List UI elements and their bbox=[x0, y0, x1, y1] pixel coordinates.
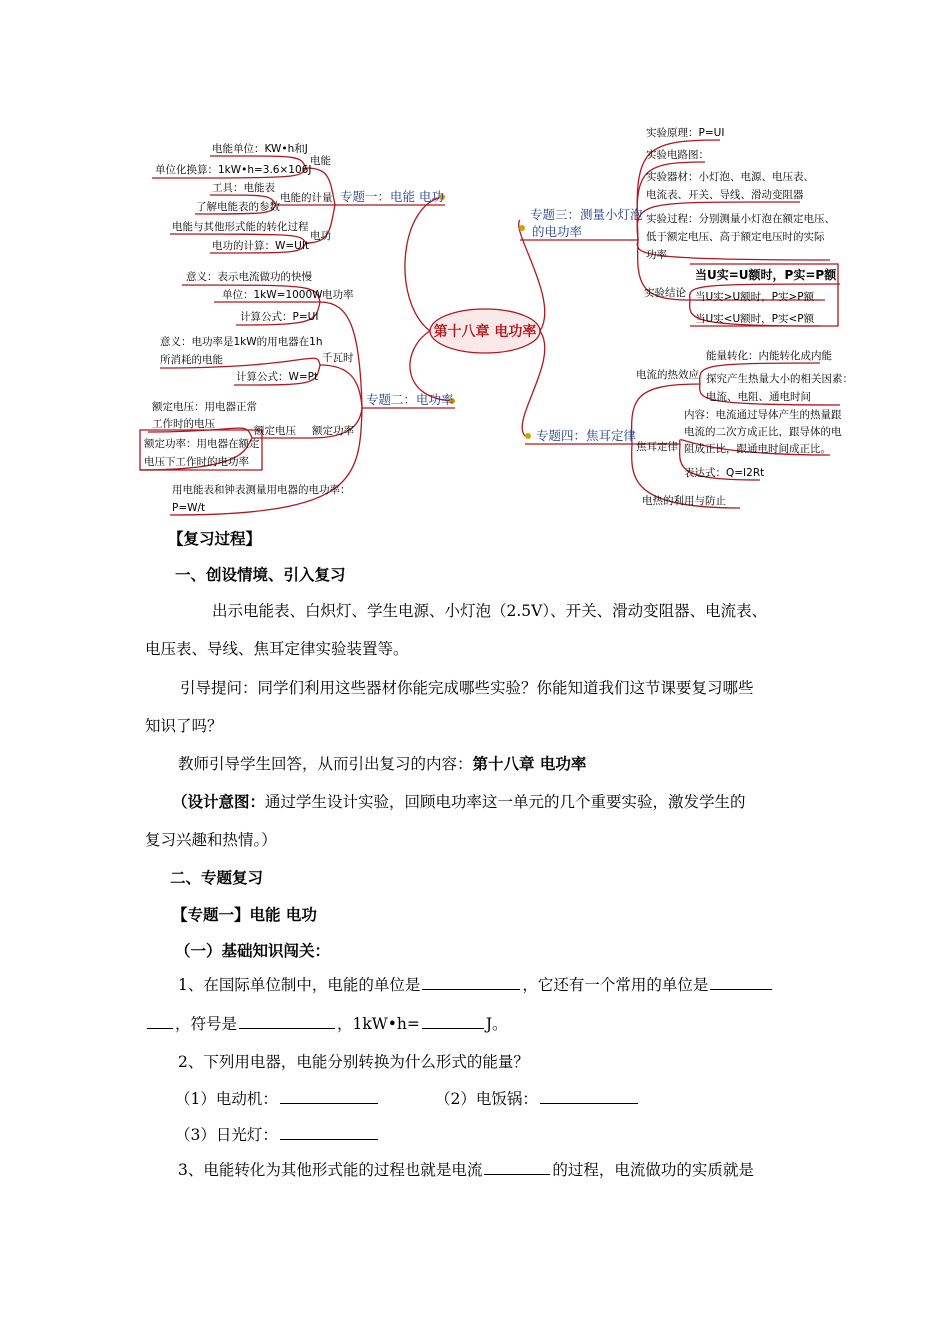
t3-principle: 实验原理：P=UI bbox=[646, 127, 725, 139]
mindmap-topic-2: 专题二：电功率 bbox=[366, 392, 454, 407]
paragraph-3-text: 教师引导学生回答，从而引出复习的内容： bbox=[178, 755, 473, 773]
q1-blank-1[interactable] bbox=[422, 988, 520, 990]
design-intent-text: 通过学生设计实验，回顾电功率这一单元的几个重要实验，激发学生的 bbox=[265, 793, 746, 811]
t4-content-1: 内容：电流通过导体产生的热量跟 bbox=[684, 409, 842, 421]
q2-blank-1[interactable] bbox=[280, 1102, 378, 1104]
t3-c1: 当U实=U额时，P实=P额 bbox=[695, 268, 837, 282]
paragraph-1-line-1: 出示电能表、白炽灯、学生电源、小灯泡（2.5V）、开关、滑动变阻器、电流表、 bbox=[212, 602, 768, 620]
t2-rated-v-2: 工作时的电压 bbox=[152, 418, 215, 430]
paragraph-3-chapter: 第十八章 电功率 bbox=[472, 754, 587, 773]
t2-measure-2: P=W/t bbox=[172, 502, 206, 514]
t2-rated-p-label: 额定功率 bbox=[312, 425, 354, 437]
mindmap-topic-3a: 专题三：测量小灯泡 bbox=[530, 207, 643, 222]
question-3 bbox=[178, 1158, 754, 1180]
t2-formula: 计算公式：P=UI bbox=[240, 311, 319, 323]
t2-qianwashi: 千瓦时 bbox=[322, 352, 354, 364]
q3-text-b: 的过程，电流做功的实质就是 bbox=[552, 1161, 754, 1179]
mindmap-center: 第十八章 电功率 bbox=[433, 324, 537, 340]
paragraph-2-line-2: 知识了吗？ bbox=[145, 717, 223, 735]
q1-blank-3[interactable] bbox=[239, 1027, 335, 1029]
q1-text-c: ，符号是 bbox=[175, 1015, 238, 1033]
subsection-1-heading: （一）基础知识闯关： bbox=[175, 941, 331, 960]
t3-c2: 当U实>U额时，P实>P额 bbox=[695, 291, 815, 303]
paragraph-2-line-1: 引导提问：同学们利用这些器材你能完成哪些实验？你能知道我们这节课要复习哪些 bbox=[180, 679, 754, 697]
t4-content-2: 电流的二次方成正比，跟导体的电 bbox=[684, 426, 842, 438]
question-2: 2、下列用电器，电能分别转换为什么形式的能量？ bbox=[178, 1053, 529, 1071]
t1-tool: 工具：电能表 bbox=[212, 182, 275, 194]
t4-explore-2: 电流、电阻、通电时间 bbox=[706, 391, 811, 403]
t2-kwh-meaning-2: 所消耗的电能 bbox=[160, 354, 223, 366]
t2-kwh-formula: 计算公式：W=Pt bbox=[236, 371, 319, 383]
question-1-line-2 bbox=[145, 1012, 508, 1034]
t2-rated-v-label: 额定电压 bbox=[254, 425, 296, 437]
q1-text-e: J。 bbox=[485, 1015, 508, 1033]
t1-calc: 电功的计算：W=UIt bbox=[212, 240, 310, 252]
t3-process-2: 低于额定电压、高于额定电压时的实际 bbox=[646, 231, 825, 243]
q1-text-a: 1、在国际单位制中，电能的单位是 bbox=[178, 976, 421, 994]
t4-explore-1: 探究产生热量大小的相关因素： bbox=[706, 373, 853, 385]
t4-use: 电热的利用与防止 bbox=[642, 495, 726, 507]
t2-unit: 单位：1kW=1000W bbox=[222, 289, 323, 301]
review-heading: 【复习过程】 bbox=[168, 529, 262, 548]
t4-joule: 焦耳定律 bbox=[636, 441, 678, 453]
t1-convert: 单位化换算：1kW•h=3.6×106J bbox=[155, 164, 312, 176]
q2-item-1-label: （1）电动机： bbox=[175, 1090, 278, 1108]
t2-rated-v-1: 额定电压：用电器正常 bbox=[152, 401, 257, 413]
t1-params: 了解电能表的参数 bbox=[196, 201, 280, 213]
topic-1-heading: 【专题一】电能 电功 bbox=[172, 905, 317, 924]
paragraph-3 bbox=[178, 752, 586, 774]
t3-process-3: 功率 bbox=[646, 249, 667, 261]
q1-blank-4[interactable] bbox=[422, 1027, 484, 1029]
t1-diangneng: 电能 bbox=[310, 155, 331, 167]
q2-blank-3[interactable] bbox=[280, 1138, 378, 1140]
t2-measure-1: 用电能表和钟表测量用电器的电功率： bbox=[172, 484, 351, 496]
t2-rated-p-2: 电压下工作时的电功率 bbox=[144, 456, 249, 468]
question-2-item-3 bbox=[175, 1123, 380, 1145]
q1-text-b: ，它还有一个常用的单位是 bbox=[522, 976, 709, 994]
mindmap-topic-3b: 的电功率 bbox=[532, 224, 583, 239]
t4-expr: 表达式：Q=I2Rt bbox=[684, 467, 765, 479]
design-intent-label: （设计意图： bbox=[172, 792, 266, 811]
t2-kwh-meaning-1: 意义：电功率是1kW的用电器在1h bbox=[160, 336, 323, 348]
t3-equip-1: 实验器材：小灯泡、电源、电压表、 bbox=[646, 171, 814, 183]
design-intent-line-1 bbox=[172, 790, 746, 812]
q1-blank-2[interactable] bbox=[710, 988, 772, 990]
t3-circuit: 实验电路图： bbox=[646, 149, 709, 161]
q2-blank-2[interactable] bbox=[540, 1102, 638, 1104]
t2-meaning: 意义：表示电流做功的快慢 bbox=[186, 271, 312, 283]
mindmap-topic-4: 专题四：焦耳定律 bbox=[536, 428, 637, 443]
t3-conclusion: 实验结论 bbox=[644, 287, 686, 299]
t3-equip-2: 电流表、开关、导线、滑动变阻器 bbox=[646, 189, 804, 201]
t3-c3: 当U实<U额时，P实<P额 bbox=[695, 313, 815, 325]
t2-rated-p-1: 额定功率：用电器在额定 bbox=[144, 438, 260, 450]
t1-unit: 电能单位：KW•h和J bbox=[212, 143, 308, 155]
question-2-item-1 bbox=[175, 1087, 380, 1109]
t1-diangong: 电功 bbox=[310, 230, 331, 242]
question-2-item-2 bbox=[435, 1087, 640, 1109]
question-1-line-1 bbox=[178, 973, 774, 995]
t4-energy: 能量转化：内能转化成内能 bbox=[706, 350, 832, 362]
design-intent-line-2: 复习兴趣和热情。） bbox=[145, 831, 277, 849]
q3-text-a: 3、电能转化为其他形式能的过程也就是电流 bbox=[178, 1161, 483, 1179]
t1-meter: 电能的计量 bbox=[280, 192, 333, 204]
q1-text-d: ，1kW•h= bbox=[337, 1015, 420, 1033]
mind-map bbox=[0, 0, 950, 525]
q3-blank-1[interactable] bbox=[484, 1173, 550, 1175]
q1-blank-2-cont[interactable] bbox=[147, 1027, 173, 1029]
section-1-heading: 一、创设情境、引入复习 bbox=[175, 565, 346, 584]
q2-item-2-label: （2）电饭锅： bbox=[435, 1090, 538, 1108]
t2-gonglv: 电功率 bbox=[322, 289, 354, 301]
t4-heat-effect: 电流的热效应 bbox=[636, 369, 699, 381]
q2-item-3-label: （3）日光灯： bbox=[175, 1126, 278, 1144]
section-2-heading: 二、专题复习 bbox=[170, 868, 264, 887]
t4-content-3: 阻成正比，跟通电时间成正比。 bbox=[684, 443, 831, 455]
t1-transform: 电能与其他形式能的转化过程 bbox=[172, 221, 309, 233]
mindmap-topic-1: 专题一：电能 电功 bbox=[340, 189, 444, 204]
paragraph-1-line-2: 电压表、导线、焦耳定律实验装置等。 bbox=[145, 640, 409, 658]
t3-process-1: 实验过程：分别测量小灯泡在额定电压、 bbox=[646, 213, 835, 225]
